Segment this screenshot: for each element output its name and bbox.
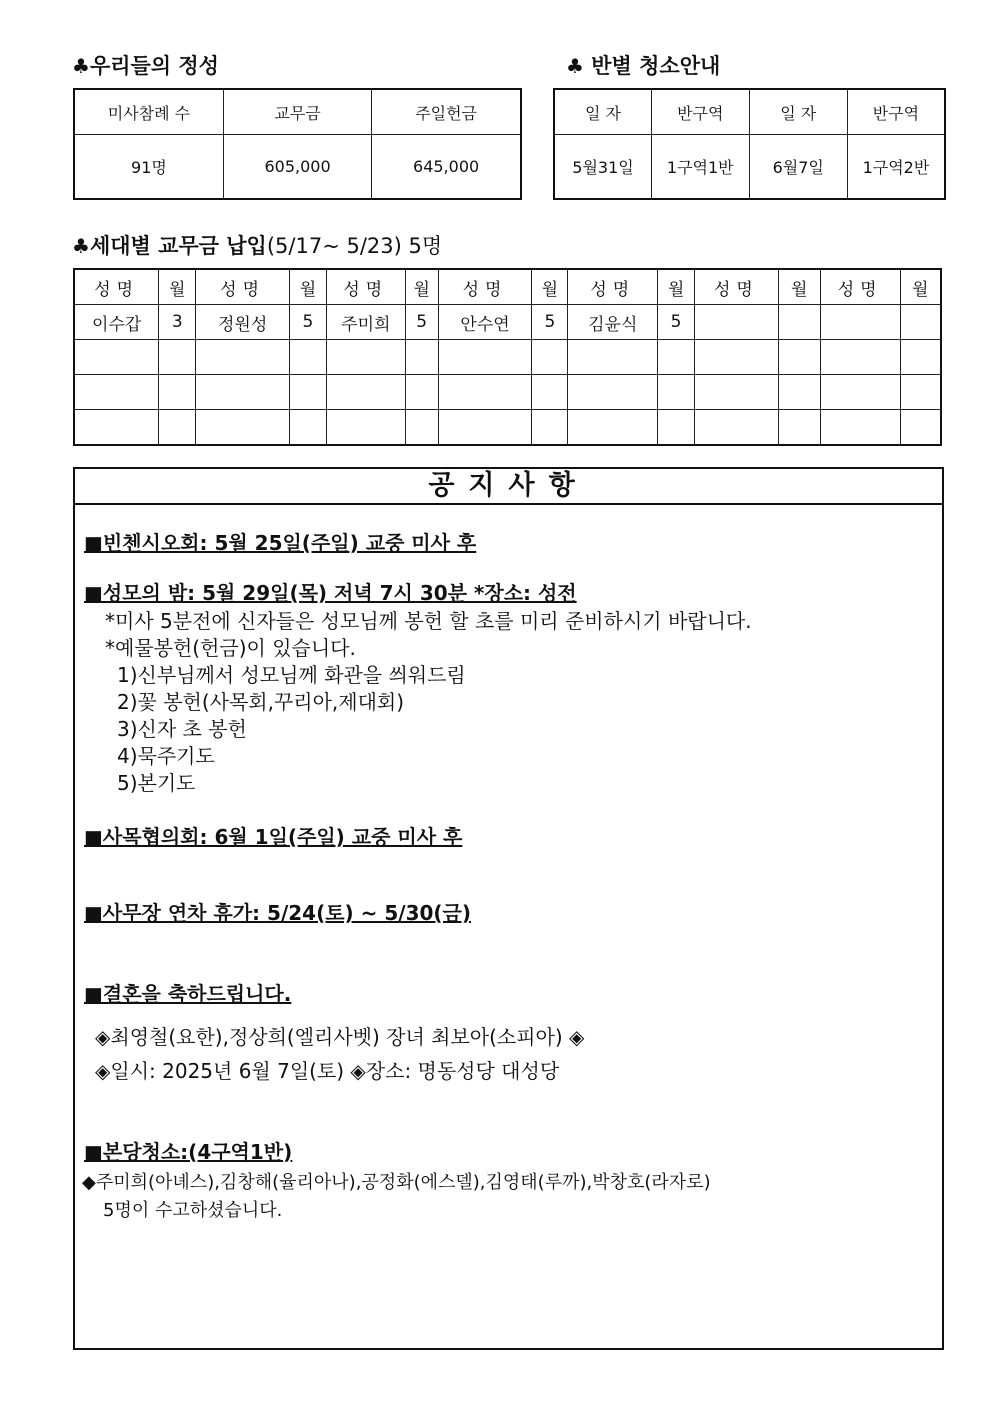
dues-section-title: ♣세대별 교무금 납입(5/17~ 5/23) 5명 (72, 234, 443, 258)
cleaning-date: 6월7일 (749, 135, 847, 200)
name-header: 성명 (820, 269, 900, 305)
sunday-offering-value: 645,000 (372, 135, 521, 200)
header-cell: 교무금 (223, 89, 371, 135)
payer-month (778, 305, 820, 340)
payer-month: 5 (405, 305, 438, 340)
dues-total-value: 605,000 (223, 135, 371, 200)
club-icon: ♣ (566, 54, 584, 78)
offering-header-row (74, 89, 521, 135)
month-header: 월 (405, 269, 438, 305)
dues-row (74, 305, 941, 340)
notice-vincent: ■빈첸시오회: 5월 25일(주일) 교중 미사 후 (84, 531, 477, 555)
month-header: 월 (159, 269, 196, 305)
month-header: 월 (532, 269, 568, 305)
cleaning-value-row (554, 135, 945, 200)
payer-name (820, 305, 900, 340)
payer-name: 안수연 (438, 305, 532, 340)
notice-step: 5)본기도 (117, 771, 196, 795)
header-cell: 반구역 (652, 89, 750, 135)
notice-leave: ■사무장 연차 휴가: 5/24(토) ~ 5/30(금) (84, 901, 472, 925)
header-cell: 일 자 (749, 89, 847, 135)
cleaning-section-title: ♣ 반별 청소안내 (566, 54, 721, 78)
name-header: 성명 (196, 269, 290, 305)
payer-month: 5 (290, 305, 327, 340)
payer-name: 이수갑 (74, 305, 159, 340)
notice-title: 공지사항 (75, 469, 942, 505)
cleaning-group: 1구역2반 (847, 135, 945, 200)
header-cell: 반구역 (847, 89, 945, 135)
notice-wedding: ■결혼을 축하드립니다. (84, 982, 292, 1006)
notice-thanks: 5명이 수고하셨습니다. (103, 1200, 283, 1221)
dues-table (73, 268, 942, 446)
cleaning-group: 1구역1반 (652, 135, 750, 200)
payer-name: 정원성 (196, 305, 290, 340)
notice-mary-note: *예물봉헌(헌금)이 있습니다. (105, 636, 356, 660)
mass-attendance-value: 91명 (74, 135, 223, 200)
notice-cleaners: ◆주미희(아녜스),김창해(율리아나),공정화(에스델),김영태(루까),박창호(라자로) (82, 1172, 711, 1193)
offering-section-title: ♣우리들의 정성 (72, 54, 219, 78)
offering-value-row (74, 135, 521, 200)
cleaning-date: 5월31일 (554, 135, 652, 200)
month-header: 월 (900, 269, 941, 305)
name-header: 성명 (695, 269, 779, 305)
offering-table (73, 88, 522, 200)
payer-month: 5 (658, 305, 695, 340)
payer-name: 김윤식 (568, 305, 658, 340)
payer-month: 3 (159, 305, 196, 340)
notice-box (73, 467, 944, 1350)
notice-step: 2)꽃 봉헌(사목회,꾸리아,제대회) (117, 690, 405, 714)
name-header: 성명 (74, 269, 159, 305)
month-header: 월 (658, 269, 695, 305)
notice-wedding-details: ◈일시: 2025년 6월 7일(토) ◈장소: 명동성당 대성당 (95, 1059, 560, 1083)
club-icon: ♣ (72, 54, 90, 78)
notice-step: 1)신부님께서 성모님께 화관을 씌워드림 (117, 663, 466, 687)
club-icon: ♣ (72, 234, 90, 258)
notice-mary-note: *미사 5분전에 신자들은 성모님께 봉헌 할 초를 미리 준비하시기 바랍니다. (105, 609, 752, 633)
notice-step: 3)신자 초 봉헌 (117, 717, 247, 741)
payer-month: 5 (532, 305, 568, 340)
header-cell: 일 자 (554, 89, 652, 135)
month-header: 월 (290, 269, 327, 305)
dues-header-row (74, 269, 941, 305)
name-header: 성명 (326, 269, 405, 305)
payer-month (900, 305, 941, 340)
payer-name: 주미희 (326, 305, 405, 340)
dues-row-empty (74, 375, 941, 410)
cleaning-table (553, 88, 946, 200)
name-header: 성명 (568, 269, 658, 305)
dues-row-empty (74, 410, 941, 446)
name-header: 성명 (438, 269, 532, 305)
notice-step: 4)묵주기도 (117, 744, 215, 768)
notice-council: ■사목협의회: 6월 1일(주일) 교중 미사 후 (84, 825, 463, 849)
dues-row-empty (74, 340, 941, 375)
header-cell: 미사참례 수 (74, 89, 223, 135)
payer-name (695, 305, 779, 340)
month-header: 월 (778, 269, 820, 305)
cleaning-header-row (554, 89, 945, 135)
notice-mary-night: ■성모의 밤: 5월 29일(목) 저녁 7시 30분 *장소: 성전 (84, 581, 577, 605)
notice-wedding-couple: ◈최영철(요한),정상희(엘리사벳) 장녀 최보아(소피아) ◈ (95, 1025, 585, 1049)
notice-cleaning: ■본당청소:(4구역1반) (84, 1140, 293, 1164)
header-cell: 주일헌금 (372, 89, 521, 135)
